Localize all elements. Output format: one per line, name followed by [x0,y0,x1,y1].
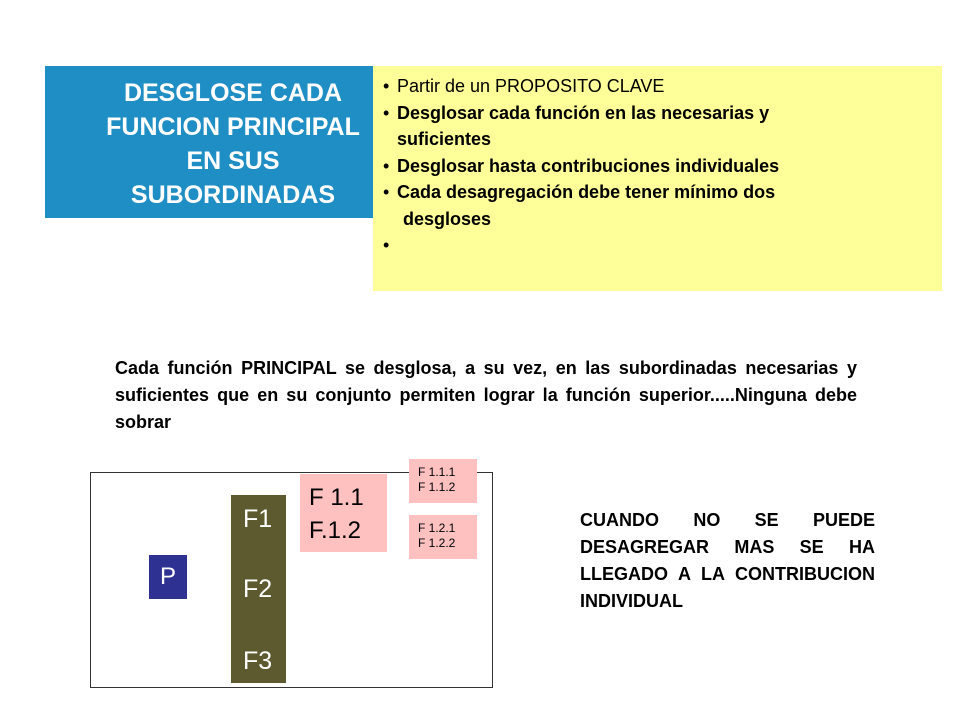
title-line: FUNCION PRINCIPAL [106,113,360,141]
p-node: P [149,555,187,599]
title-line: DESGLOSE CADA [123,79,343,107]
title-line: SUBORDINADAS [130,181,336,209]
title-box [45,66,373,218]
f122-label: F 1.2.2 [418,536,456,550]
title-line: EN SUS [186,147,280,175]
f11-children-box [409,459,477,503]
f-column [231,495,286,683]
f1-children-box [300,474,387,552]
f121-label: F 1.2.1 [418,521,456,535]
f1-label: F1 [243,505,273,533]
bullet-item [383,179,942,232]
bullet-text: Desglosar hasta contribuciones individuales [397,155,780,176]
f3-label: F3 [243,647,273,675]
bullet-continuation: suficientes [397,129,492,149]
bullet-continuation: desgloses [403,208,492,229]
bullet-item [383,100,942,153]
bullet-item [383,153,942,180]
f12-children-box [409,515,477,559]
f2-label: F2 [243,575,273,603]
bullet-text: Desglosar cada función en las necesarias y [397,102,770,123]
f111-label: F 1.1.1 [418,465,456,479]
bullet-text: Cada desagregación debe tener mínimo dos [397,182,776,202]
f12-label: F.1.2 [309,517,362,544]
bullets-box [373,66,942,291]
f112-label: F 1.1.2 [418,480,456,494]
f11-label: F 1.1 [309,484,364,511]
bullet-text: Partir de un PROPOSITO CLAVE [397,76,665,96]
bullet-item [383,73,942,100]
side-note: CUANDO NO SE PUEDE DESAGREGAR MAS SE HA LLEGADO A LA CONTRIBUCION INDIVIDUAL [580,510,875,611]
bullet-list [373,66,942,232]
principal-paragraph: Cada función PRINCIPAL se desglosa, a su vez, en las subordinadas necesarias y suficientes que en su conjunto permiten lograr la función superior.....Ninguna debe sobrar [115,358,857,432]
